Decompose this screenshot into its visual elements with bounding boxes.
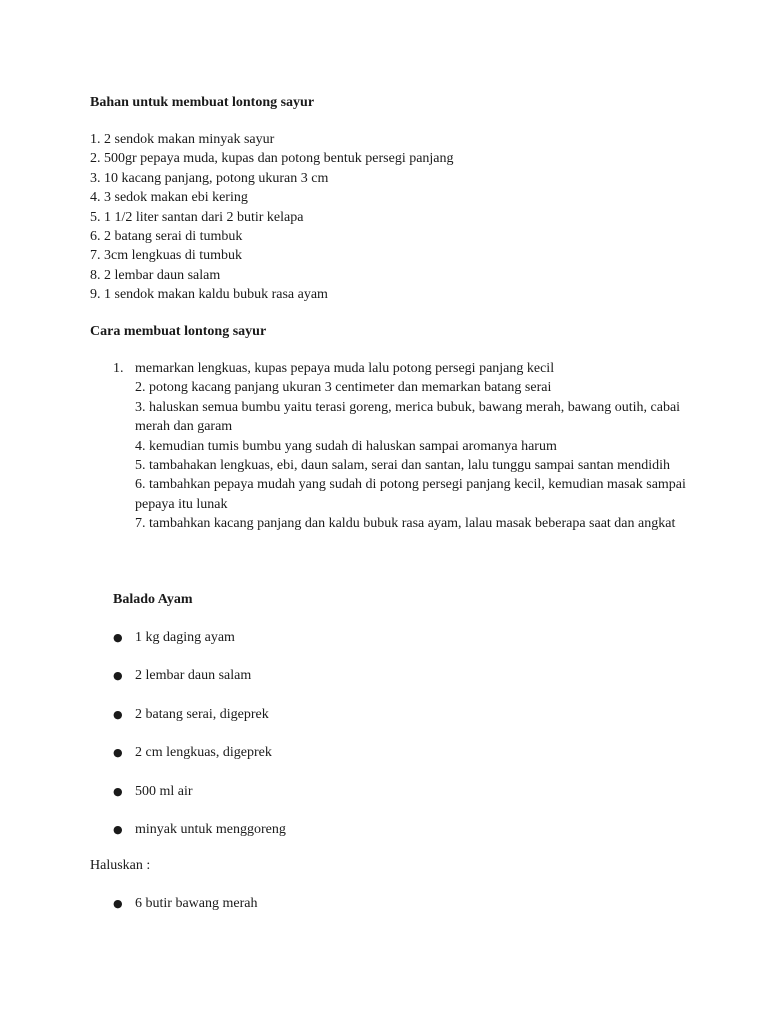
balado-list — [113, 628, 286, 858]
step-number: 1. — [113, 361, 124, 376]
list-item-text: 2 lembar daun salam — [135, 668, 252, 684]
step-item: 2. potong kacang panjang ukuran 3 centimeter dan memarkan batang serai — [135, 380, 552, 396]
step-item: 6. tambahkan pepaya mudah yang sudah di potong persegi panjang kecil, kemudian masak sampai pepaya itu lunak — [135, 477, 686, 512]
list-item: 7. 3cm lengkuas di tumbuk — [90, 248, 243, 264]
list-item: 4. 3 sedok makan ebi kering — [90, 190, 248, 206]
bullet-icon: ● — [113, 631, 123, 644]
list-item: 3. 10 kacang panjang, potong ukuran 3 cm — [90, 170, 329, 186]
step-item: 3. haluskan semua bumbu yaitu terasi goreng, merica bubuk, bawang merah, bawang outih, cabai merah dan garam — [135, 399, 681, 435]
list-item: 8. 2 lembar daun salam — [90, 267, 221, 283]
bullet-icon: ● — [113, 746, 123, 760]
haluskan-label: Haluskan : — [90, 858, 151, 873]
list-item-text: minyak untuk menggoreng — [135, 821, 286, 837]
step-item: 7. tambahkan kacang panjang dan kaldu bubuk rasa ayam, lalau masak beberapa saat dan angkat — [135, 516, 676, 532]
bullet-icon: ● — [113, 822, 123, 836]
bullet-icon: ● — [113, 669, 123, 683]
list-item-text: 500 ml air — [135, 783, 193, 799]
bullet-icon: ● — [113, 784, 123, 798]
list-item-text: 1 kg daging ayam — [135, 630, 235, 645]
bullet-icon: ● — [113, 897, 123, 910]
list-item: 2. 500gr pepaya muda, kupas dan potong bentuk persegi panjang — [90, 151, 454, 167]
list-item: 5. 1 1/2 liter santan dari 2 butir kelapa — [90, 209, 304, 225]
list-item — [113, 820, 286, 858]
list-item — [113, 666, 286, 704]
list-item — [113, 743, 286, 781]
haluskan-list — [113, 894, 257, 913]
list-item-text: 2 cm lengkuas, digeprek — [135, 745, 272, 761]
heading-bahan: Bahan untuk membuat lontong sayur — [90, 95, 315, 110]
cara-steps — [113, 359, 693, 534]
list-item — [113, 705, 286, 743]
list-item — [113, 628, 286, 666]
step-item: 4. kemudian tumis bumbu yang sudah di haluskan sampai aromanya harum — [135, 438, 557, 454]
list-item: 1. 2 sendok makan minyak sayur — [90, 132, 275, 147]
list-item — [113, 782, 286, 820]
step-item: 5. tambahakan lengkuas, ebi, daun salam, serai dan santan, lalu tunggu sampai santan mendidih — [135, 458, 670, 474]
list-item: 6. 2 batang serai di tumbuk — [90, 228, 243, 244]
list-item-text: 6 butir bawang merah — [135, 896, 258, 911]
step-item — [113, 359, 693, 378]
heading-cara: Cara membuat lontong sayur — [90, 324, 267, 339]
bullet-icon: ● — [113, 707, 123, 721]
heading-balado: Balado Ayam — [113, 592, 193, 607]
step-text: memarkan lengkuas, kupas pepaya muda lalu potong persegi panjang kecil — [135, 361, 555, 376]
bahan-list — [90, 130, 454, 305]
list-item: 9. 1 sendok makan kaldu bubuk rasa ayam — [90, 287, 328, 303]
list-item-text: 2 batang serai, digeprek — [135, 706, 269, 722]
list-item — [113, 894, 257, 913]
